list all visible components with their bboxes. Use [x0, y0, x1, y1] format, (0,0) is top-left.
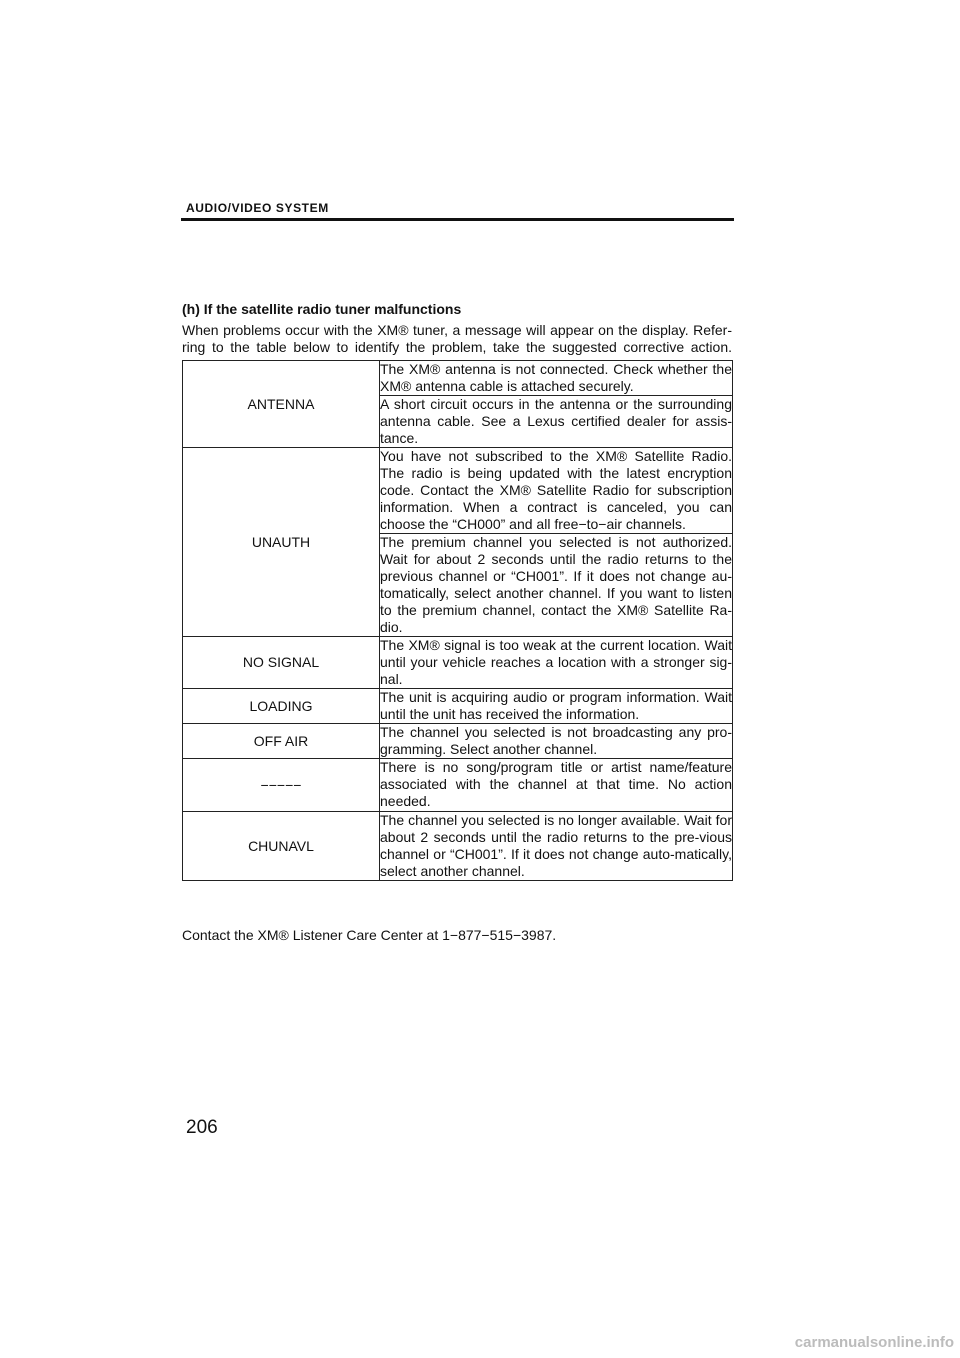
message-cell: OFF AIR	[183, 724, 380, 759]
table-row	[183, 689, 733, 724]
header-rule	[181, 218, 734, 221]
description-cell: The XM® antenna is not connected. Check whether the XM® antenna cable is attached securely.	[380, 361, 732, 394]
description-cell: The premium channel you selected is not authorized. Wait for about 2 seconds until the radio returns to the previous channel or “CH001”. If it does not change au-tomatically, select another channel. If you want to listen to the premium channel, contact the XM® Satellite Ra-dio.	[380, 534, 732, 635]
section-header: AUDIO/VIDEO SYSTEM	[186, 201, 329, 215]
table-row	[183, 361, 733, 396]
message-cell: UNAUTH	[183, 448, 380, 637]
message-cell: ANTENNA	[183, 361, 380, 448]
table-row	[183, 724, 733, 759]
intro-line: ring to the table below to identify the problem, take the suggested corrective action.	[182, 339, 732, 355]
section-title: (h) If the satellite radio tuner malfunctions	[182, 301, 462, 317]
description-cell: The unit is acquiring audio or program information. Wait until the unit has received the information.	[380, 689, 732, 722]
description-cell: The XM® signal is too weak at the current location. Wait until your vehicle reaches a location with a stronger sig-nal.	[380, 637, 732, 687]
watermark: carmanualsonline.info	[794, 1334, 954, 1351]
table-row	[183, 637, 733, 689]
intro-paragraph	[182, 322, 732, 356]
table-row	[183, 759, 733, 812]
listener-care-note: Contact the XM® Listener Care Center at 1−877−515−3987.	[182, 927, 557, 943]
description-cell: The channel you selected is not broadcasting any pro-gramming. Select another channel.	[380, 724, 732, 757]
intro-line: When problems occur with the XM® tuner, a message will appear on the display. Refer-	[182, 322, 732, 338]
fault-message-table	[182, 360, 733, 881]
message-cell: LOADING	[183, 689, 380, 724]
message-cell: NO SIGNAL	[183, 637, 380, 689]
description-cell: You have not subscribed to the XM® Satellite Radio. The radio is being updated with the latest encryption code. Contact the XM® Satellite Radio for subscription information. When a contract is canceled, you can choose the “CH000” and all free−to−air channels.	[380, 448, 732, 532]
table-row	[183, 812, 733, 881]
description-cell: There is no song/program title or artist name/feature associated with the channel at that time. No action needed.	[380, 759, 733, 812]
message-cell: −−−−−	[183, 759, 380, 812]
table-row	[183, 448, 733, 534]
description-cell: A short circuit occurs in the antenna or the surrounding antenna cable. See a Lexus certified dealer for assis-tance.	[380, 396, 732, 446]
message-cell: CHUNAVL	[183, 812, 380, 881]
description-cell: The channel you selected is no longer available. Wait for about 2 seconds until the radio returns to the pre-vious channel or “CH001”. If it does not change auto-matically, select another channel.	[380, 812, 732, 879]
page-number: 206	[186, 1117, 218, 1138]
